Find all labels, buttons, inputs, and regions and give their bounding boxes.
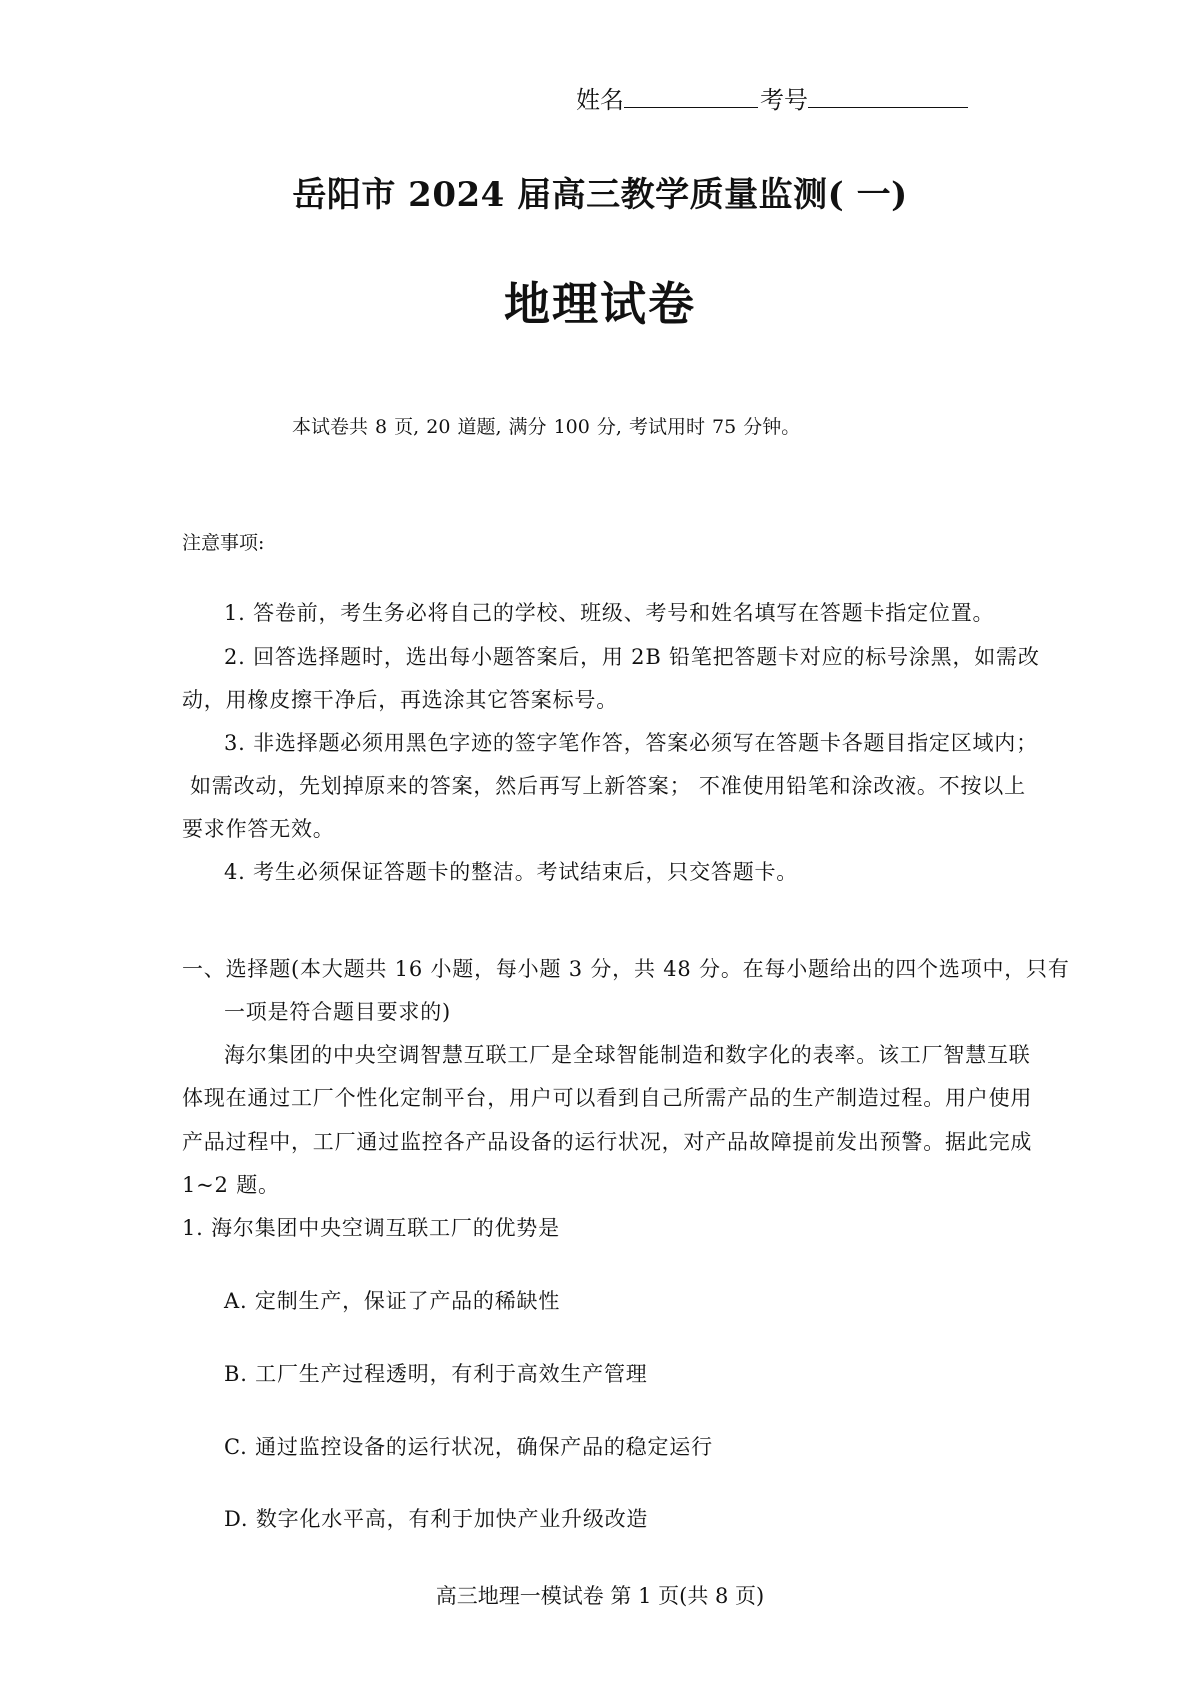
exam-number-label: 考号 xyxy=(760,86,808,114)
question-1-option-a: A. 定制生产，保证了产品的稀缺性 xyxy=(224,1289,561,1313)
notice-item-3-cont2: 要求作答无效。 xyxy=(182,817,335,841)
notice-item-1: 1. 答卷前，考生务必将自己的学校、班级、考号和姓名填写在答题卡指定位置。 xyxy=(224,601,995,625)
question-1-option-d: D. 数字化水平高，有利于加快产业升级改造 xyxy=(224,1507,649,1531)
question-1-option-b: B. 工厂生产过程透明，有利于高效生产管理 xyxy=(224,1362,648,1386)
question-1-stem: 1. 海尔集团中央空调互联工厂的优势是 xyxy=(182,1216,560,1240)
passage-line-1: 海尔集团的中央空调智慧互联工厂是全球智能制造和数字化的表率。该工厂智慧互联 xyxy=(224,1043,1031,1067)
passage-line-4: 1~2 题。 xyxy=(182,1173,280,1197)
exam-info: 本试卷共 8 页, 20 道题, 满分 100 分, 考试用时 75 分钟。 xyxy=(292,416,801,438)
notice-item-2: 2. 回答选择题时，选出每小题答案后，用 2B 铅笔把答题卡对应的标号涂黑，如需改 xyxy=(224,645,1040,669)
subject-title: 地理试卷 xyxy=(504,277,696,331)
passage-line-2: 体现在通过工厂个性化定制平台，用户可以看到自己所需产品的生产制造过程。用户使用 xyxy=(182,1086,1033,1110)
notice-item-4: 4. 考生必须保证答题卡的整洁。考试结束后，只交答题卡。 xyxy=(224,860,799,884)
passage-line-3: 产品过程中，工厂通过监控各产品设备的运行状况，对产品故障提前发出预警。据此完成 xyxy=(182,1130,1033,1154)
notice-item-3-cont: 如需改动，先划掉原来的答案，然后再写上新答案； 不准使用铅笔和涂改液。不按以上 xyxy=(190,774,1026,798)
notice-item-2-cont: 动，用橡皮擦干净后，再选涂其它答案标号。 xyxy=(182,688,618,712)
notice-item-3: 3. 非选择题必须用黑色字迹的签字笔作答，答案必须写在答题卡各题目指定区域内； xyxy=(224,731,1038,755)
question-1-option-c: C. 通过监控设备的运行状况，确保产品的稳定运行 xyxy=(224,1435,713,1459)
candidate-info xyxy=(576,80,968,115)
exam-number-blank-line xyxy=(808,106,968,108)
name-label: 姓名 xyxy=(576,86,624,114)
name-blank-line xyxy=(624,106,758,108)
exam-title: 岳阳市 2024 届高三教学质量监测( 一) xyxy=(292,175,908,215)
section-heading: 一、选择题(本大题共 16 小题，每小题 3 分，共 48 分。在每小题给出的四个选项中，只有 xyxy=(182,957,1070,981)
page-footer: 高三地理一模试卷 第 1 页(共 8 页) xyxy=(435,1584,765,1608)
section-heading-cont: 一项是符合题目要求的) xyxy=(224,1000,451,1024)
notice-heading: 注意事项: xyxy=(182,532,265,554)
